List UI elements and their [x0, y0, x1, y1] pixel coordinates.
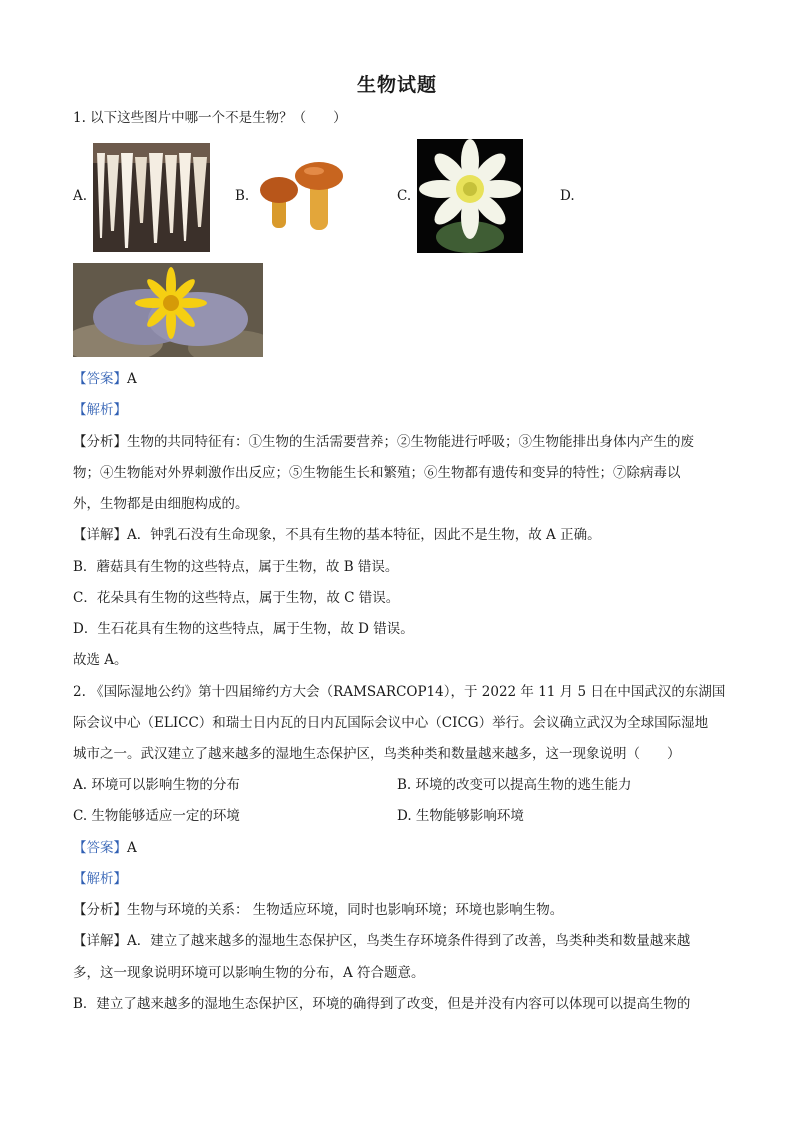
- q2-xiangjie-line-3: B．建立了越来越多的湿地生态保护区，环境的确得到了改变，但是并没有内容可以体现可以提高生物的: [73, 996, 691, 1012]
- q1-fenxi-line-2: 物；④生物能对外界刺激作出反应；⑤生物能生长和繁殖；⑥生物都有遗传和变异的特性；⑦除病毒以: [73, 465, 681, 481]
- stalactites-image: [93, 143, 210, 252]
- q1-fenxi-tag: 【分析】: [73, 434, 127, 450]
- q2-answer-tag: 【答案】: [73, 840, 127, 856]
- q1-option-d-label: D.: [560, 188, 575, 204]
- q1-xiangjie-line-1: [73, 525, 601, 545]
- q2-fenxi-line: [73, 900, 563, 920]
- q1-fenxi-line-1: [73, 432, 694, 452]
- q2-option-d: D. 生物能够影响环境: [397, 808, 524, 824]
- q1-fenxi-line-3: 外，生物都是由细胞构成的。: [73, 496, 249, 512]
- q2-stem-line-1: 2. 《国际湿地公约》第十四届缔约方大会（RAMSARCOP14），于 2022 年 11 月 5 日在中国武汉的东湖国: [73, 684, 726, 700]
- q2-fenxi-tag: 【分析】: [73, 902, 127, 918]
- q2-answer-value: A: [127, 840, 137, 856]
- q1-xiangjie-tag: 【详解】: [73, 527, 127, 543]
- q1-xiangjie-line-2: B．蘑菇具有生物的这些特点，属于生物，故 B 错误。: [73, 559, 399, 575]
- q2-fenxi-text: 生物与环境的关系： 生物适应环境，同时也影响环境；环境也影响生物。: [127, 902, 564, 918]
- q1-xiangjie-text-1: A．钟乳石没有生命现象，不具有生物的基本特征，因此不是生物，故 A 正确。: [127, 527, 601, 543]
- q1-xiangjie-line-3: C．花朵具有生物的这些特点，属于生物，故 C 错误。: [73, 590, 400, 606]
- cactus-flower-image: [417, 139, 523, 253]
- lithops-image: [73, 263, 263, 357]
- q1-conclusion: 故选 A。: [73, 652, 128, 668]
- q1-answer-value: A: [127, 371, 137, 387]
- q2-xiangjie-text-1: A．建立了越来越多的湿地生态保护区，鸟类生存环境条件得到了改善，鸟类种类和数量越来越: [127, 933, 691, 949]
- mushroom-image: [258, 158, 344, 234]
- q2-stem-line-2: 际会议中心（ELICC）和瑞士日内瓦的日内瓦国际会议中心（CICG）举行。会议确立武汉为全球国际湿地: [73, 715, 709, 731]
- q2-answer: [73, 838, 137, 858]
- q1-fenxi-text-1: 生物的共同特征有：①生物的生活需要营养；②生物能进行呼吸；③生物能排出身体内产生的废: [127, 434, 694, 450]
- page-title: 生物试题: [356, 74, 437, 96]
- q2-analysis-tag: 【解析】: [73, 871, 127, 887]
- q2-xiangjie-tag: 【详解】: [73, 933, 127, 949]
- q1-option-b-label: B.: [235, 188, 250, 204]
- q2-xiangjie-line-2: 多，这一现象说明环境可以影响生物的分布，A 符合题意。: [73, 965, 425, 981]
- q2-option-b: B. 环境的改变可以提高生物的逃生能力: [397, 777, 632, 793]
- q1-xiangjie-line-4: D．生石花具有生物的这些特点，属于生物，故 D 错误。: [73, 621, 414, 637]
- q1-answer: [73, 369, 137, 389]
- q1-analysis-tag: 【解析】: [73, 402, 127, 418]
- q1-answer-tag: 【答案】: [73, 371, 127, 387]
- q1-option-a-label: A.: [73, 188, 88, 204]
- q2-xiangjie-line-1: [73, 931, 690, 951]
- q2-stem-line-3: 城市之一。武汉建立了越来越多的湿地生态保护区，鸟类种类和数量越来越多，这一现象说明（ ）: [73, 746, 681, 762]
- q2-option-c: C. 生物能够适应一定的环境: [73, 808, 240, 824]
- q1-stem: 1. 以下这些图片中哪一个不是生物？（ ）: [73, 110, 347, 126]
- q1-option-c-label: C.: [397, 188, 412, 204]
- q2-option-a: A. 环境可以影响生物的分布: [73, 777, 240, 793]
